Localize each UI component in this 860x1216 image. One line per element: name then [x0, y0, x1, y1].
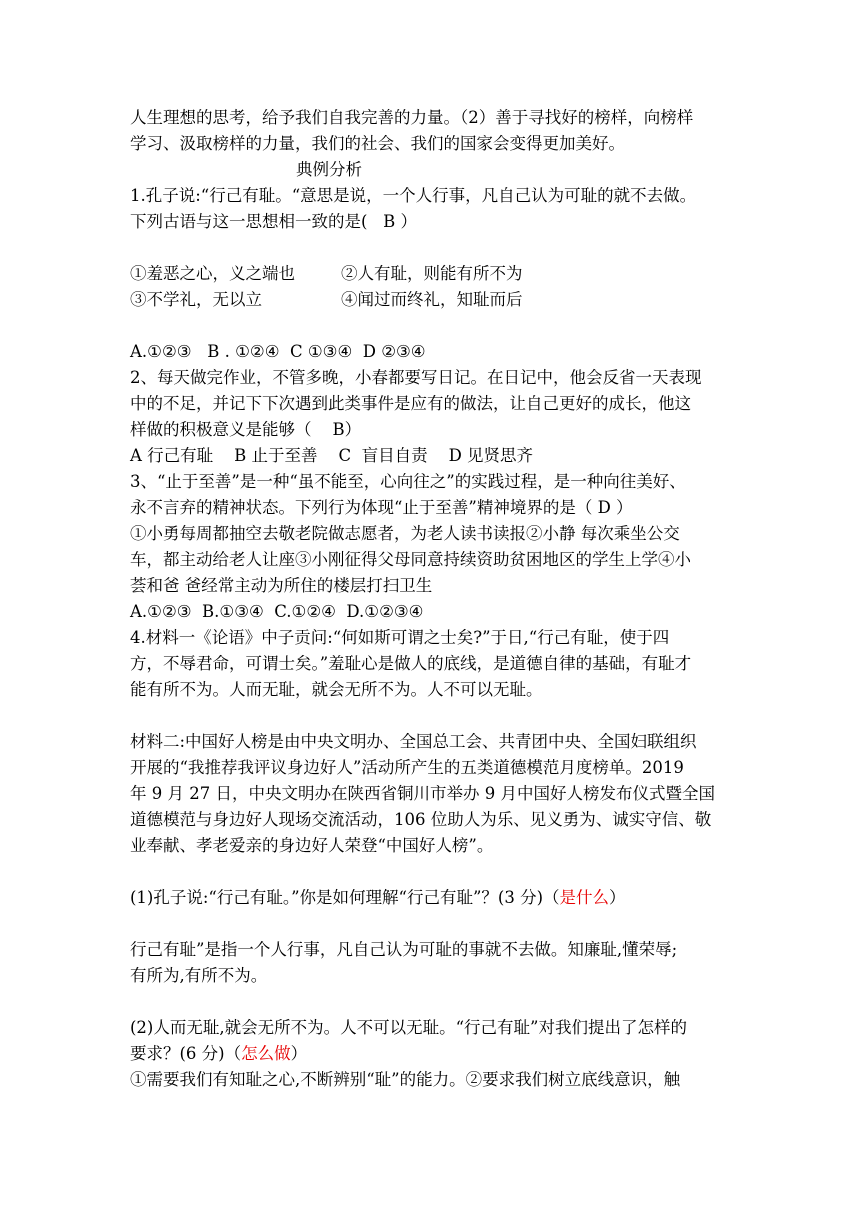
material-1: 能有所不为。人而无耻，就会无所不为。人不可以无耻。	[130, 680, 543, 699]
question-3-items: 荟和爸 爸经常主动为所住的楼层打扫卫生	[130, 576, 433, 595]
question-1-choices: A.①②③ B . ①②④ C ①③④ D ②③④	[130, 342, 426, 361]
material-2: 道德模范与身边好人现场交流活动，106 位助人为乐、见义勇为、诚实守信、敬	[130, 810, 712, 829]
hint-what: 是什么	[559, 888, 610, 907]
question-1-stem: 1.孔子说:“行己有耻。“意思是说，一个人行事，凡自己认为可耻的就不去做。	[130, 186, 697, 205]
material-2: 年 9 月 27 日，中央文明办在陕西省铜川市举办 9 月中国好人榜发布仪式暨全国	[130, 784, 715, 803]
question-2-prompt: 样做的积极意义是能够（ B）	[130, 420, 362, 439]
question-2-choices: A 行己有耻 B 止于至善 C 盲目自责 D 见贤思齐	[130, 446, 534, 465]
question-2-stem: 2、每天做完作业，不管多晚，小春都要写日记。在日记中，他会反省一天表现	[130, 368, 702, 387]
material-2: 材料二:中国好人榜是由中央文明办、全国总工会、共青团中央、全国妇联组织	[130, 732, 697, 751]
question-3-prompt: 永不言弃的精神状态。下列行为体现“止于至善”精神境界的是（ D ）	[130, 498, 633, 517]
hint-how: 怎么做	[241, 1044, 291, 1063]
sub-question-2: (2)人而无耻,就会无所不为。人不可以无耻。“行己有耻”对我们提出了怎样的	[130, 1018, 687, 1037]
text-line: 学习、汲取榜样的力量，我们的社会、我们的国家会变得更加美好。	[130, 134, 625, 153]
answer-1: 有所为,有所不为。	[130, 966, 268, 985]
material-1: 方，不辱君命，可谓士矣。”羞耻心是做人的底线，是道德自律的基础，有耻才	[130, 654, 692, 673]
question-3-items: 车，都主动给老人让座③小刚征得父母同意持续资助贫困地区的学生上学④小	[130, 550, 691, 569]
question-3-stem: 3、“止于至善”是一种“虽不能至，心向往之”的实践过程，是一种向往美好、	[130, 472, 686, 491]
material-2: 业奉献、孝老爱亲的身边好人荣登“中国好人榜”。	[130, 836, 494, 855]
sub-question-2	[130, 1044, 307, 1064]
sub-question-1-close: ）	[609, 888, 626, 907]
sub-question-1	[130, 888, 626, 908]
sub-question-2-close: ）	[290, 1044, 308, 1063]
option-2: ②人有耻，则能有所不为	[341, 264, 523, 283]
material-2: 开展的“我推荐我评议身边好人”活动所产生的五类道德模范月度榜单。2019	[130, 758, 684, 777]
text-line: 人生理想的思考，给予我们自我完善的力量。（2）善于寻找好的榜样，向榜样	[130, 108, 694, 127]
option-3: ③不学礼，无以立	[130, 290, 262, 309]
material-1: 4.材料一《论语》中子贡问:“何如斯可谓之士矣?”于日,“行己有耻，使于四	[130, 628, 670, 647]
question-1-prompt: 下列古语与这一思想相一致的是( B ）	[130, 212, 418, 231]
question-3-choices: A.①②③ B.①③④ C.①②④ D.①②③④	[130, 602, 424, 621]
answer-1: 行己有耻”是指一个人行事，凡自己认为可耻的事就不去做。知廉耻,懂荣辱;	[130, 940, 678, 959]
option-4: ④闻过而终礼，知耻而后	[341, 290, 523, 309]
question-2-stem: 中的不足，并记下下次遇到此类事件是应有的做法，让自己更好的成长，他这	[130, 394, 691, 413]
option-1: ①羞恶之心，义之端也	[130, 264, 295, 283]
answer-2: ①需要我们有知耻之心,不断辨别“耻”的能力。②要求我们树立底线意识，触	[130, 1070, 681, 1089]
sub-question-1-text: (1)孔子说:“行己有耻。”你是如何理解“行己有耻”？(3 分)（	[130, 888, 560, 907]
section-heading: 典例分析	[296, 160, 362, 179]
sub-question-2-text: 要求？(6 分)（	[130, 1044, 242, 1063]
question-3-items: ①小勇每周都抽空去敬老院做志愿者，为老人读书读报②小静 每次乘坐公交	[130, 524, 680, 543]
